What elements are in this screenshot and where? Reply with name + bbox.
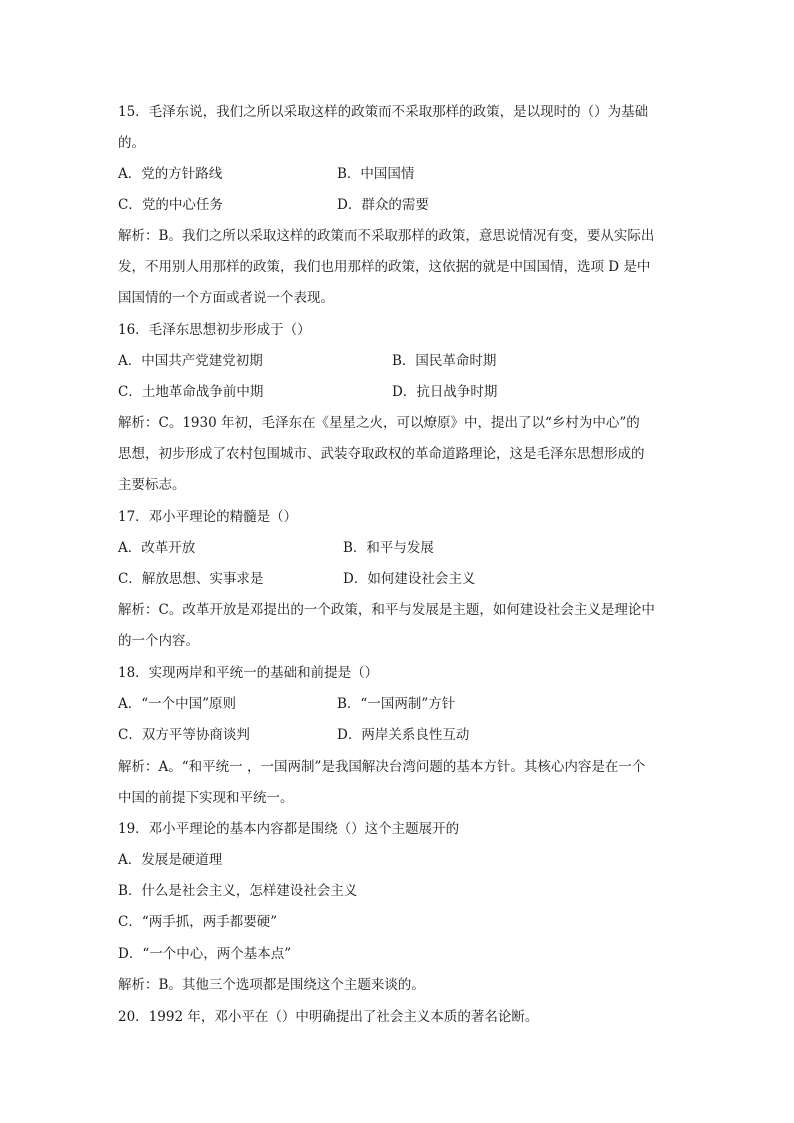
q16-analysis-line-2: 思想，初步形成了农村包围城市、武装夺取政权的革命道路理论，这是毛泽东思想形成的 [118, 446, 645, 462]
q18-options-row-1 [118, 694, 680, 714]
q17-stem: 17．邓小平理论的精髓是（） [118, 509, 298, 525]
q17-option-b: B．和平与发展 [343, 540, 434, 556]
q17-analysis-line-1: 解析：C。改革开放是邓提出的一个政策，和平与发展是主题，如何建设社会主义是理论中 [118, 602, 655, 618]
q17-analysis-line-2: 的一个内容。 [118, 633, 199, 649]
q19-option-c: C．“两手抓，两手都要硬” [118, 914, 278, 930]
q19-analysis-line-1: 解析：B。其他三个选项都是围绕这个主题来谈的。 [118, 977, 425, 993]
q17-option-c: C．解放思想、实事求是 [118, 571, 264, 587]
q19-option-a: A．发展是硬道理 [118, 852, 223, 868]
q17-options-row-1 [118, 538, 680, 558]
q16-option-b: B．国民革命时期 [392, 353, 497, 369]
q16-option-a: A．中国共产党建党初期 [118, 353, 263, 369]
q16-option-d: D．抗日战争时期 [392, 384, 498, 400]
q18-analysis-line-2: 中国的前提下实现和平统一。 [118, 790, 294, 806]
q20-stem: 20．1992 年，邓小平在（）中明确提出了社会主义本质的著名论断。 [118, 1009, 539, 1025]
q19-option-b: B．什么是社会主义，怎样建设社会主义 [118, 883, 358, 899]
q15-option-c: C．党的中心任务 [118, 197, 223, 213]
q16-stem: 16．毛泽东思想初步形成于（） [118, 322, 311, 338]
q18-option-a: A．“一个中国”原则 [118, 696, 237, 712]
q19-stem: 19．邓小平理论的基本内容都是围绕（）这个主题展开的 [118, 821, 460, 837]
q15-options-row-2 [118, 195, 680, 215]
q15-options-row-1 [118, 164, 680, 184]
q15-option-d: D．群众的需要 [337, 197, 429, 213]
q16-analysis-line-3: 主要标志。 [118, 477, 186, 493]
q17-option-a: A．改革开放 [118, 540, 196, 556]
q18-stem: 18．实现两岸和平统一的基础和前提是（） [118, 665, 379, 681]
q19-option-d: D．“一个中心，两个基本点” [118, 946, 292, 962]
q15-analysis-line-2: 发，不用别人用那样的政策，我们也用那样的政策，这依据的就是中国国情，选项 D 是中 [118, 259, 651, 275]
q16-option-c: C．土地革命战争前中期 [118, 384, 264, 400]
q17-options-row-2 [118, 569, 680, 589]
q18-option-c: C．双方平等协商谈判 [118, 727, 250, 743]
q18-option-b: B．“一国两制”方针 [337, 696, 456, 712]
q15-stem-line-1: 15．毛泽东说，我们之所以采取这样的政策而不采取那样的政策，是以现时的（）为基础 [118, 104, 649, 120]
q16-options-row-2 [118, 382, 680, 402]
q18-option-d: D．两岸关系良性互动 [337, 727, 470, 743]
q18-options-row-2 [118, 725, 680, 745]
q15-stem-line-2: 的。 [118, 135, 145, 151]
q18-analysis-line-1: 解析：A。“和平统一 ，一国两制”是我国解决台湾问题的基本方针。其核心内容是在一个 [118, 759, 646, 775]
q17-option-d: D．如何建设社会主义 [343, 571, 476, 587]
q15-analysis-line-3: 国国情的一个方面或者说一个表现。 [118, 290, 334, 306]
q15-option-a: A．党的方针路线 [118, 166, 223, 182]
q16-options-row-1 [118, 351, 680, 371]
q16-analysis-line-1: 解析：C。1930 年初，毛泽东在《星星之火，可以燎原》中，提出了以“乡村为中心”的 [118, 415, 640, 431]
q15-analysis-line-1: 解析：B。我们之所以采取这样的政策而不采取那样的政策，意思说情况有变，要从实际出 [118, 228, 655, 244]
q15-option-b: B．中国国情 [337, 166, 415, 182]
